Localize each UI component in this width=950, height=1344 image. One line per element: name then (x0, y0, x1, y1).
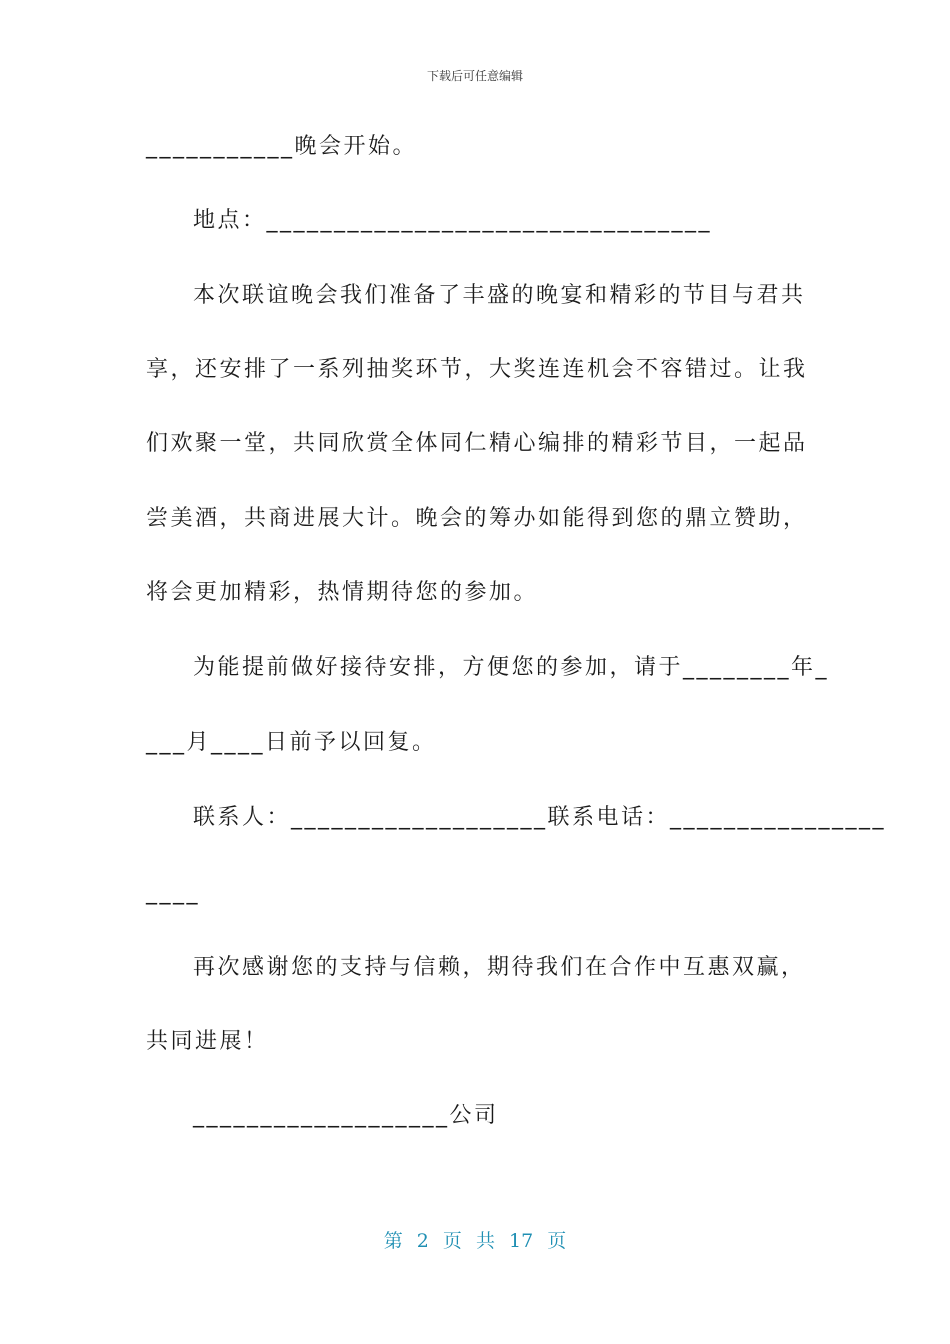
body-line-7: 将会更加精彩，热情期待您的参加。 (146, 580, 539, 605)
body-line-14: ___________________公司 (193, 1103, 499, 1128)
body-line-10: 联系人：___________________联系电话：________________ (193, 805, 887, 830)
body-line-12: 再次感谢您的支持与信赖，期待我们在合作中互惠双赢， (193, 955, 806, 980)
body-line-2: 地点：_________________________________ (193, 208, 713, 233)
body-line-4: 享，还安排了一系列抽奖环节，大奖连连机会不容错过。让我 (146, 357, 808, 382)
body-line-5: 们欢聚一堂，共同欣赏全体同仁精心编排的精彩节目，一起品 (146, 431, 808, 456)
body-line-1: ___________晚会开始。 (146, 134, 418, 159)
body-line-13: 共同进展！ (146, 1029, 269, 1054)
body-line-11: ____ (146, 880, 200, 905)
body-line-8: 为能提前做好接待安排，方便您的参加，请于________年_ (193, 655, 830, 680)
body-line-6: 尝美酒，共商进展大计。晚会的筹办如能得到您的鼎立赞助， (146, 506, 808, 531)
body-line-3: 本次联谊晚会我们准备了丰盛的晚宴和精彩的节目与君共 (193, 283, 806, 308)
header-note: 下载后可任意编辑 (426, 69, 523, 83)
body-line-9: ___月____日前予以回复。 (146, 730, 437, 755)
page-number: 第 2 页 共 17 页 (383, 1230, 567, 1252)
